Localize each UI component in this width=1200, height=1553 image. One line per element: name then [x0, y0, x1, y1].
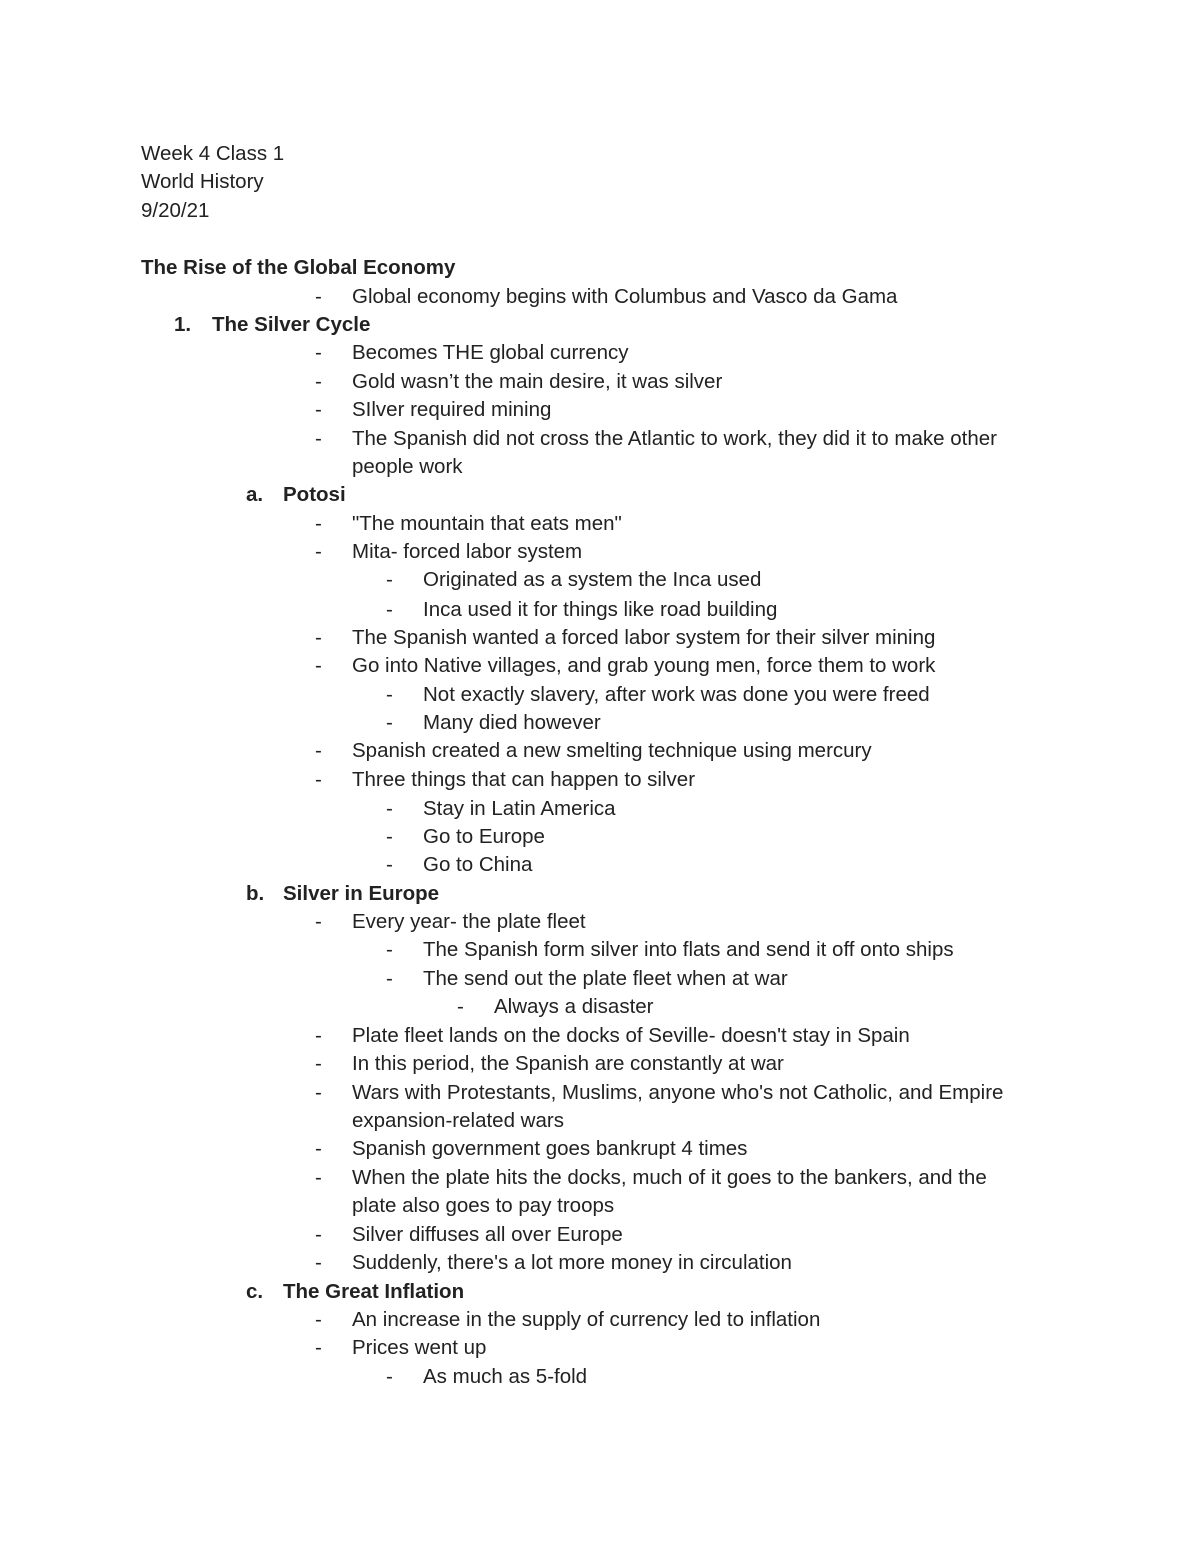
- bullet-item: Gold wasn’t the main desire, it was silver: [352, 370, 723, 393]
- bullet-dash: -: [315, 1251, 322, 1274]
- bullet-item: Silver diffuses all over Europe: [352, 1223, 623, 1246]
- sub-sub-bullet-item: Always a disaster: [494, 995, 654, 1018]
- subsection-letter: b.: [246, 882, 265, 905]
- bullet-item: When the plate hits the docks, much of it goes to the bankers, and the: [352, 1166, 987, 1189]
- bullet-item: Spanish created a new smelting technique using mercury: [352, 739, 872, 762]
- bullet-dash: -: [315, 285, 322, 308]
- sub-bullet-item: Originated as a system the Inca used: [423, 568, 762, 591]
- bullet-dash: -: [315, 1052, 322, 1075]
- bullet-dash: -: [315, 1137, 322, 1160]
- bullet-item: Go into Native villages, and grab young men, force them to work: [352, 654, 936, 677]
- bullet-dash: -: [315, 540, 322, 563]
- bullet-dash: -: [315, 626, 322, 649]
- sub-bullet-item: The Spanish form silver into flats and send it off onto ships: [423, 938, 954, 961]
- sub-bullet-dash: -: [386, 825, 393, 848]
- header-week-class: Week 4 Class 1: [141, 142, 285, 165]
- header-date: 9/20/21: [141, 199, 210, 222]
- bullet-item: The Spanish did not cross the Atlantic to work, they did it to make other: [352, 427, 997, 450]
- document-title: The Rise of the Global Economy: [141, 256, 456, 279]
- subsection-heading-silver-in-europe: Silver in Europe: [283, 882, 440, 905]
- header-course: World History: [141, 170, 264, 193]
- sub-bullet-dash: -: [386, 1365, 393, 1388]
- subsection-letter: c.: [246, 1280, 264, 1303]
- sub-bullet-dash: -: [386, 853, 393, 876]
- bullet-item: Suddenly, there's a lot more money in circulation: [352, 1251, 792, 1274]
- sub-bullet-dash: -: [386, 938, 393, 961]
- bullet-dash: -: [315, 1081, 322, 1104]
- sub-bullet-dash: -: [386, 711, 393, 734]
- bullet-item-continued: plate also goes to pay troops: [352, 1194, 615, 1217]
- sub-bullet-dash: -: [386, 598, 393, 621]
- sub-bullet-dash: -: [386, 797, 393, 820]
- sub-bullet-dash: -: [386, 967, 393, 990]
- bullet-dash: -: [315, 910, 322, 933]
- subsection-heading-great-inflation: The Great Inflation: [283, 1280, 465, 1303]
- bullet-dash: -: [315, 1308, 322, 1331]
- bullet-item-continued: people work: [352, 455, 463, 478]
- sub-bullet-item: The send out the plate fleet when at war: [423, 967, 788, 990]
- bullet-dash: -: [315, 739, 322, 762]
- sub-bullet-dash: -: [386, 683, 393, 706]
- bullet-item: SIlver required mining: [352, 398, 552, 421]
- bullet-dash: -: [315, 341, 322, 364]
- bullet-dash: -: [315, 512, 322, 535]
- sub-bullet-item: Inca used it for things like road building: [423, 598, 778, 621]
- bullet-dash: -: [315, 768, 322, 791]
- bullet-dash: -: [315, 1336, 322, 1359]
- subsection-heading-potosi: Potosi: [283, 483, 346, 506]
- sub-sub-bullet-dash: -: [457, 995, 464, 1018]
- bullet-dash: -: [315, 398, 322, 421]
- bullet-item: Plate fleet lands on the docks of Seville- doesn't stay in Spain: [352, 1024, 910, 1047]
- sub-bullet-item: Go to Europe: [423, 825, 545, 848]
- sub-bullet-item: Go to China: [423, 853, 533, 876]
- bullet-dash: -: [315, 1024, 322, 1047]
- sub-bullet-item: Many died however: [423, 711, 601, 734]
- bullet-dash: -: [315, 1223, 322, 1246]
- bullet-item: Wars with Protestants, Muslims, anyone who's not Catholic, and Empire: [352, 1081, 1004, 1104]
- intro-bullet: Global economy begins with Columbus and Vasco da Gama: [352, 285, 898, 308]
- bullet-item: An increase in the supply of currency led to inflation: [352, 1308, 821, 1331]
- section-number: 1.: [174, 313, 192, 336]
- bullet-item: "The mountain that eats men": [352, 512, 622, 535]
- sub-bullet-dash: -: [386, 568, 393, 591]
- bullet-item: Prices went up: [352, 1336, 487, 1359]
- bullet-item: Mita- forced labor system: [352, 540, 583, 563]
- sub-bullet-item: As much as 5-fold: [423, 1365, 588, 1388]
- section-heading-silver-cycle: The Silver Cycle: [212, 313, 371, 336]
- bullet-dash: -: [315, 654, 322, 677]
- bullet-item: Spanish government goes bankrupt 4 times: [352, 1137, 748, 1160]
- bullet-item: Becomes THE global currency: [352, 341, 629, 364]
- sub-bullet-item: Not exactly slavery, after work was done you were freed: [423, 683, 930, 706]
- bullet-item: In this period, the Spanish are constantly at war: [352, 1052, 784, 1075]
- bullet-item: Three things that can happen to silver: [352, 768, 696, 791]
- bullet-dash: -: [315, 427, 322, 450]
- subsection-letter: a.: [246, 483, 264, 506]
- sub-bullet-item: Stay in Latin America: [423, 797, 616, 820]
- bullet-item-continued: expansion-related wars: [352, 1109, 564, 1132]
- bullet-item: The Spanish wanted a forced labor system for their silver mining: [352, 626, 936, 649]
- bullet-dash: -: [315, 370, 322, 393]
- bullet-dash: -: [315, 1166, 322, 1189]
- bullet-item: Every year- the plate fleet: [352, 910, 586, 933]
